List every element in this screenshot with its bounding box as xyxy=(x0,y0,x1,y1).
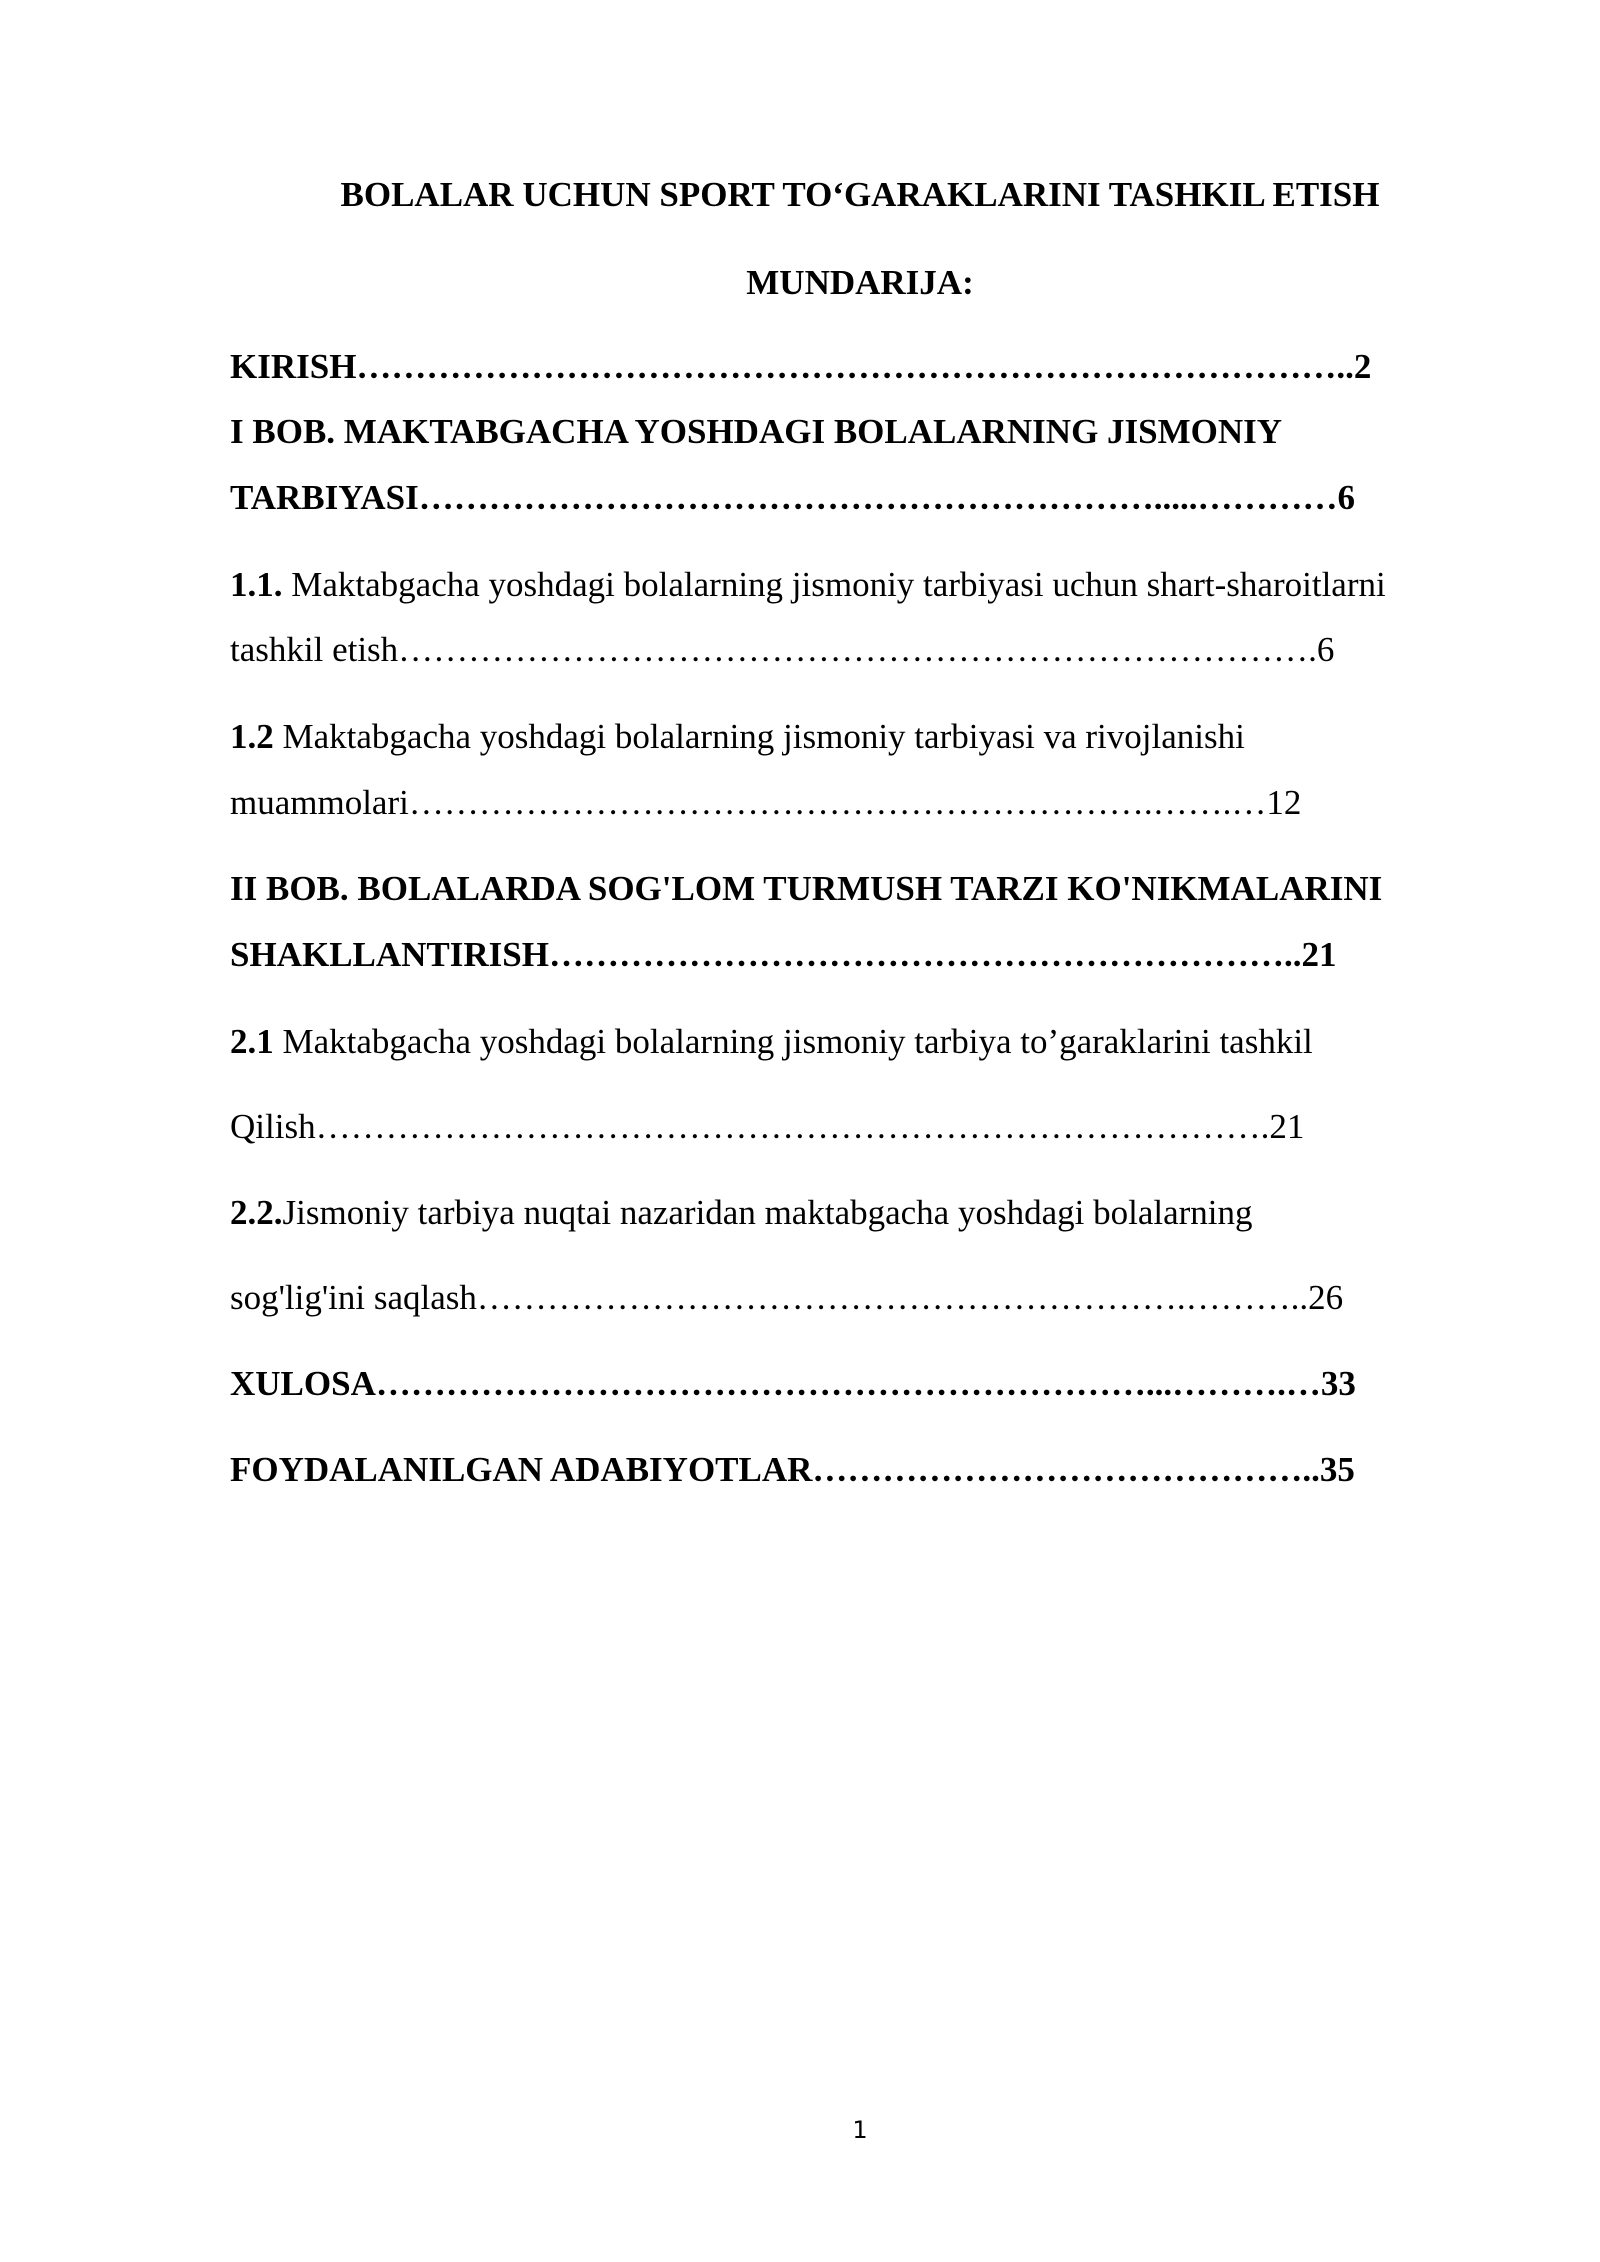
toc-entry-xulosa: XULOSA…………………………………………………………...……….…33 xyxy=(230,1364,1356,1403)
toc-entry-chapter-1-line-1: I BOB. MAKTABGACHA YOSHDAGI BOLALARNING JISMONIY xyxy=(230,412,1283,451)
toc-entry-section-2-1-line-1 xyxy=(230,1022,1313,1062)
document-title: BOLALAR UCHUN SPORT TO‘GARAKLARINI TASHKIL ETISH xyxy=(340,175,1380,214)
section-title: Maktabgacha yoshdagi bolalarning jismoniy tarbiya to’garaklarini tashkil xyxy=(273,1022,1313,1061)
toc-entry-adabiyotlar: FOYDALANILGAN ADABIYOTLAR……………………………………..35 xyxy=(230,1450,1355,1489)
toc-entry-chapter-2-line-1: II BOB. BOLALARDA SOG'LOM TURMUSH TARZI KO'NIKMALARINI xyxy=(230,869,1383,908)
section-title: Maktabgacha yoshdagi bolalarning jismoniy tarbiyasi uchun shart-sharoitlarni xyxy=(282,565,1386,604)
toc-entry-kirish: KIRISH…………………………………………………………………………..2 xyxy=(230,347,1372,386)
section-number: 2.1 xyxy=(230,1022,274,1061)
toc-entry-chapter-1-line-2: TARBIYASI……………………………………………………….....…………6 xyxy=(230,478,1355,517)
section-number: 2.2. xyxy=(230,1193,283,1232)
toc-entry-section-2-1-line-2: Qilish……………………………………………………………………….21 xyxy=(230,1107,1305,1146)
toc-entry-section-1-1-line-2: tashkil etish…………………………………………………………………….6 xyxy=(230,630,1335,669)
toc-entry-section-2-2-line-1 xyxy=(230,1193,1253,1233)
section-title: Jismoniy tarbiya nuqtai nazaridan maktabgacha yoshdagi bolalarning xyxy=(282,1193,1253,1232)
toc-heading: MUNDARIJA: xyxy=(746,263,974,302)
toc-entry-section-1-2-line-2: muammolari……………………………………………………….…….…12 xyxy=(230,783,1302,822)
section-number: 1.1. xyxy=(230,565,283,604)
section-title: Maktabgacha yoshdagi bolalarning jismoniy tarbiyasi va rivojlanishi xyxy=(273,717,1245,756)
toc-entry-chapter-2-line-2: SHAKLLANTIRISH………………………………………………………..21 xyxy=(230,935,1337,974)
toc-entry-section-1-2-line-1 xyxy=(230,717,1245,757)
page-number: 1 xyxy=(852,2116,868,2144)
toc-entry-section-1-1-line-1 xyxy=(230,565,1386,605)
section-number: 1.2 xyxy=(230,717,274,756)
toc-entry-section-2-2-line-2: sog'lig'ini saqlash…………………………………………………….………..26 xyxy=(230,1278,1344,1317)
